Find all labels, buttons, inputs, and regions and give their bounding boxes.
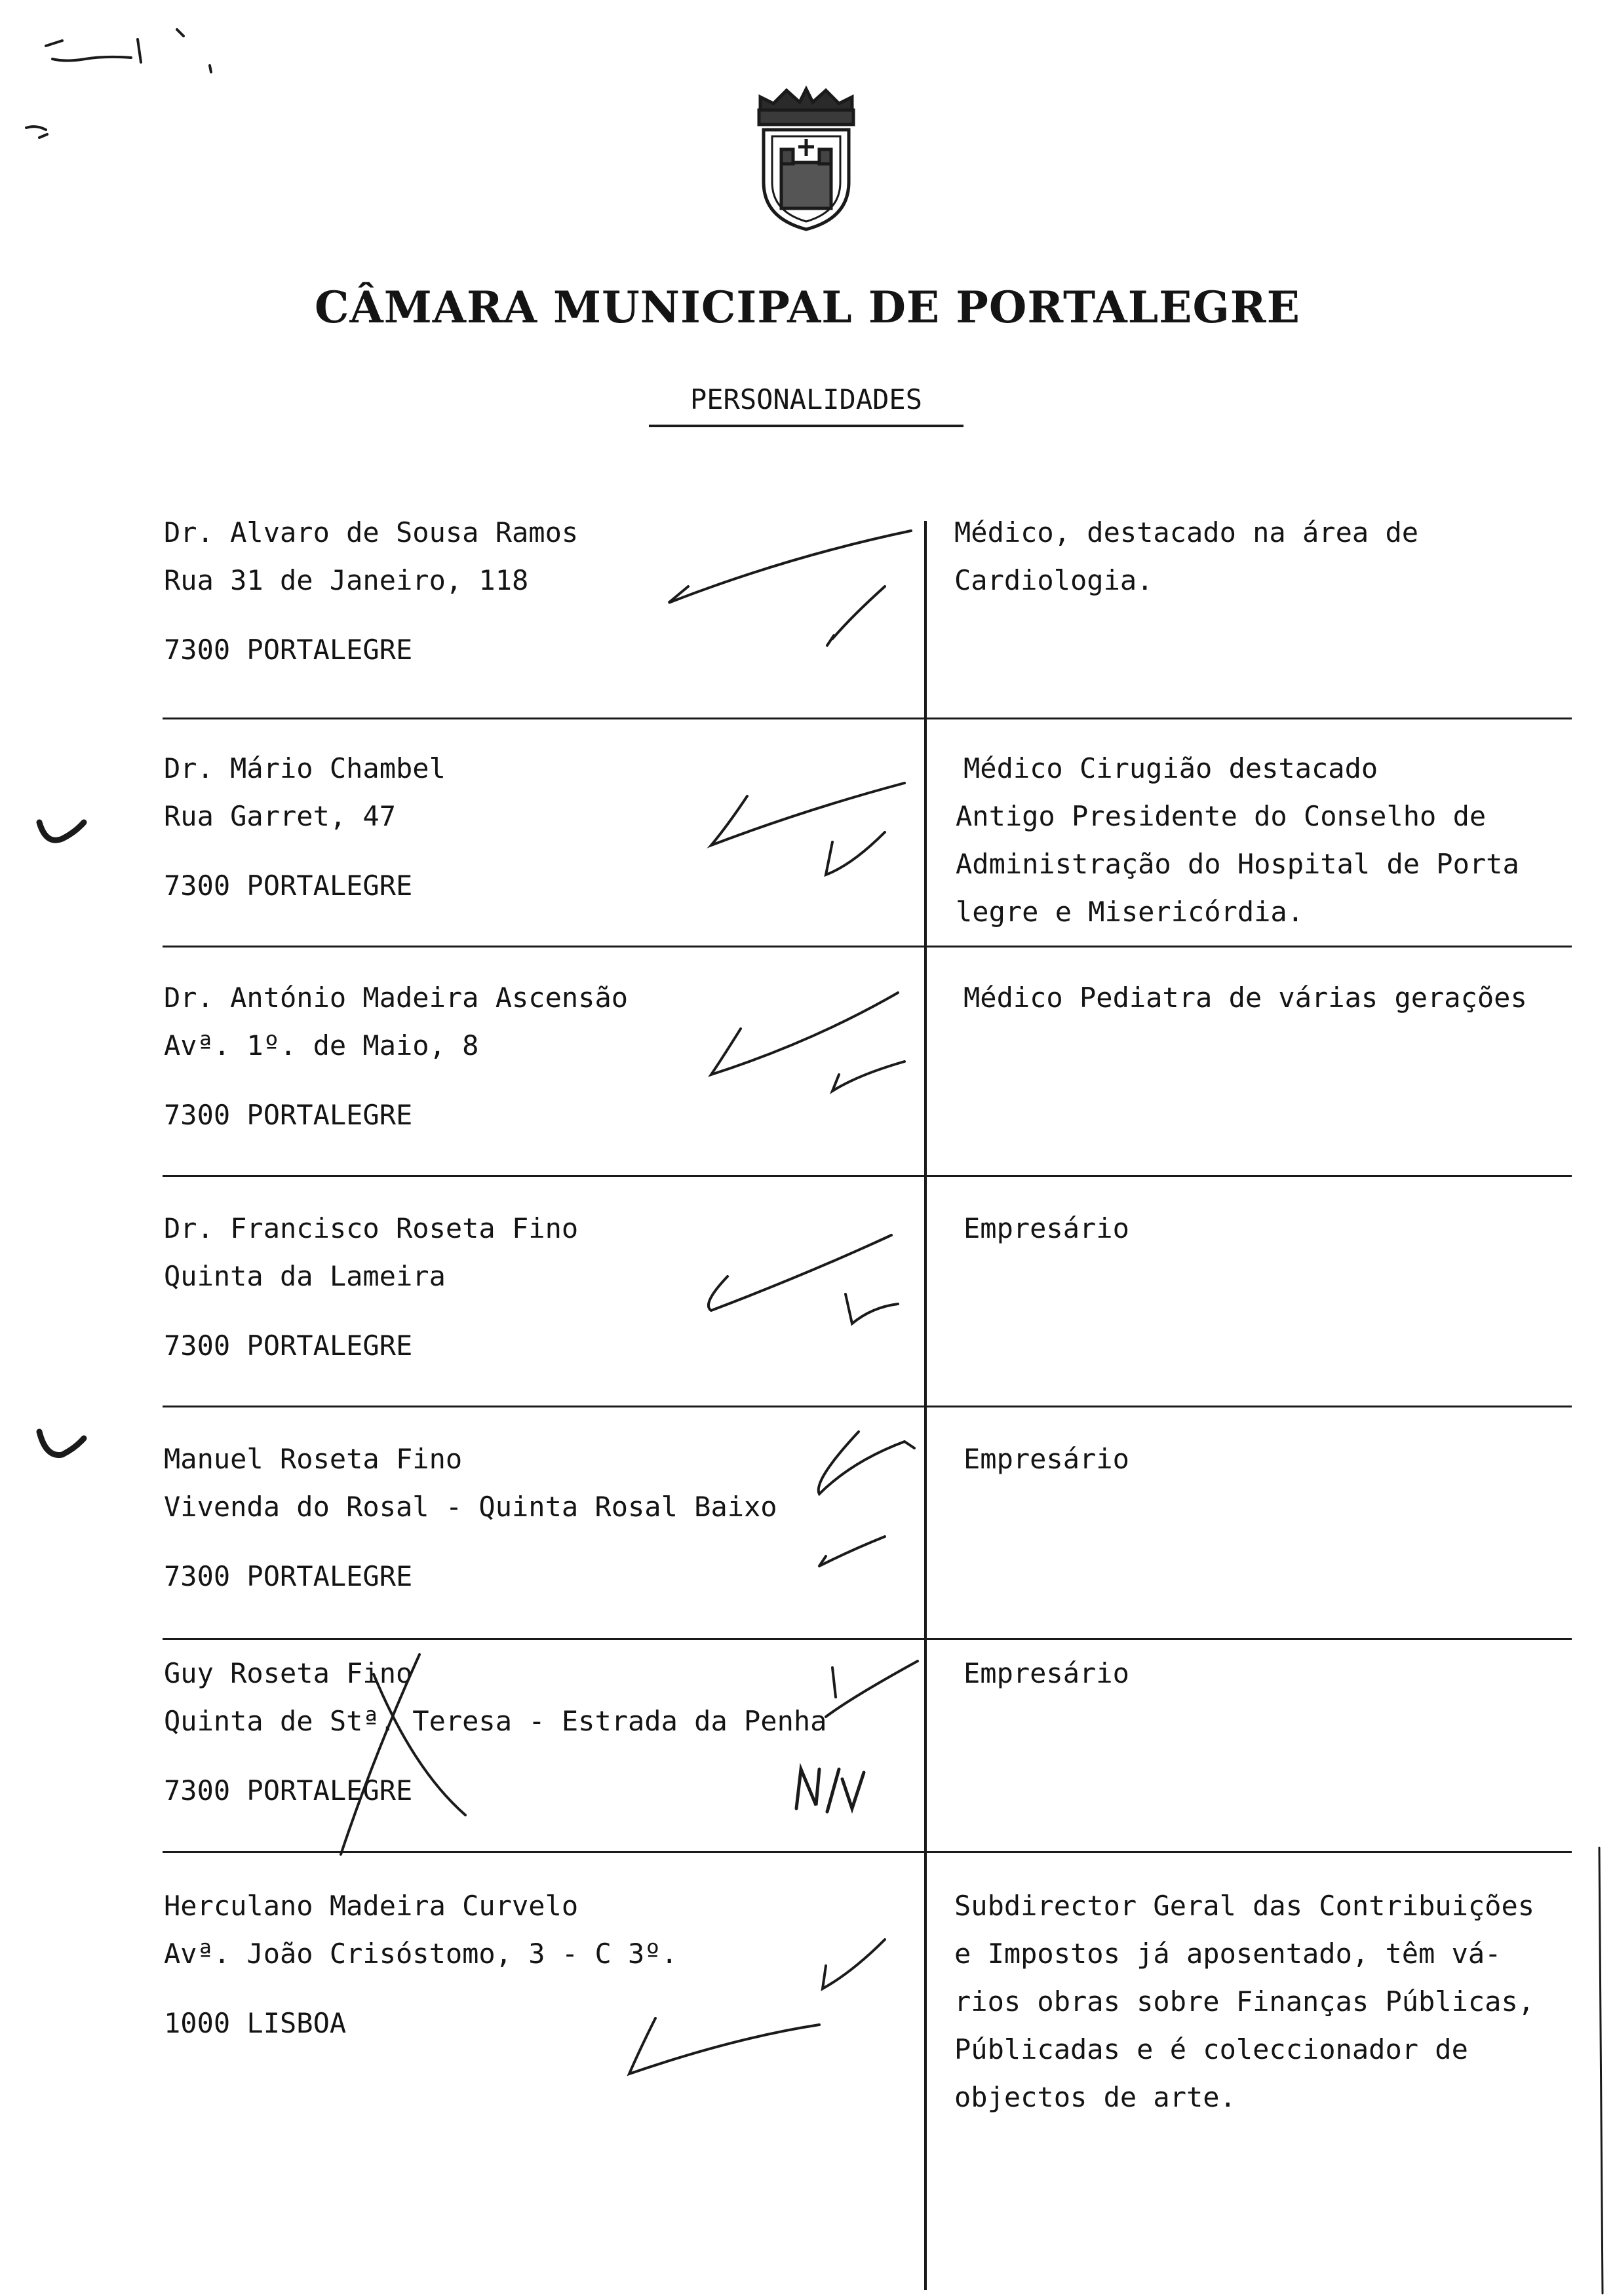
description-block — [963, 1435, 1566, 1483]
person-address: Rua Garret, 47 — [164, 800, 397, 832]
description-line: e Impostos já aposentado, têm vá- — [954, 1938, 1502, 1970]
row-divider — [163, 1851, 1572, 1853]
row-divider — [163, 946, 1572, 947]
person-name: Herculano Madeira Curvelo — [164, 1890, 579, 1922]
description-line: Empresário — [963, 1212, 1129, 1244]
description-line: Cardiologia. — [954, 564, 1154, 596]
person-city: 7300 PORTALEGRE — [164, 634, 413, 666]
description-line: objectos de arte. — [954, 2081, 1236, 2113]
description-block — [963, 1649, 1566, 1697]
contact-block — [164, 1204, 918, 1369]
contact-block — [164, 1435, 918, 1600]
description-block — [954, 1882, 1557, 2121]
person-name: Dr. António Madeira Ascensão — [164, 982, 629, 1014]
description-line: Públicadas e é coleccionador de — [954, 2033, 1468, 2065]
person-address: Quinta de Stª. Teresa - Estrada da Penha — [164, 1705, 827, 1737]
person-name: Guy Roseta Fino — [164, 1657, 413, 1689]
description-line: Administração do Hospital de Porta — [956, 848, 1519, 880]
person-city: 7300 PORTALEGRE — [164, 1330, 413, 1362]
person-city: 7300 PORTALEGRE — [164, 1560, 413, 1592]
person-name: Dr. Alvaro de Sousa Ramos — [164, 516, 579, 548]
description-line: rios obras sobre Finanças Públicas, — [954, 1985, 1535, 2018]
description-block — [963, 974, 1566, 1022]
contact-block — [164, 1649, 918, 1814]
description-line: Médico, destacado na área de — [954, 516, 1419, 548]
description-line: Empresário — [963, 1443, 1129, 1475]
description-line: legre e Misericórdia. — [956, 896, 1304, 928]
contact-block — [164, 744, 918, 909]
page-title: CÂMARA MUNICIPAL DE PORTALEGRE — [315, 282, 1300, 333]
person-city: 7300 PORTALEGRE — [164, 870, 413, 902]
municipal-crest-icon — [741, 84, 872, 235]
row-divider — [163, 718, 1572, 719]
description-block — [954, 508, 1557, 604]
person-address: Avª. 1º. de Maio, 8 — [164, 1029, 479, 1062]
person-name: Dr. Mário Chambel — [164, 752, 446, 784]
row-divider — [163, 1406, 1572, 1407]
person-name: Dr. Francisco Roseta Fino — [164, 1212, 579, 1244]
description-line: Médico Cirugião destacado — [963, 752, 1378, 784]
person-address: Avª. João Crisóstomo, 3 - C 3º. — [164, 1938, 678, 1970]
page-subtitle: PERSONALIDADES — [649, 383, 963, 427]
description-line: Subdirector Geral das Contribuições — [954, 1890, 1535, 1922]
contact-block — [164, 974, 918, 1139]
row-divider — [163, 1638, 1572, 1640]
row-divider — [163, 1175, 1572, 1177]
description-line: Médico Pediatra de várias gerações — [963, 982, 1527, 1014]
description-block — [963, 1204, 1566, 1252]
person-city: 7300 PORTALEGRE — [164, 1099, 413, 1131]
person-city: 1000 LISBOA — [164, 2007, 347, 2039]
person-address: Quinta da Lameira — [164, 1260, 446, 1292]
description-line: Empresário — [963, 1657, 1129, 1689]
contact-block — [164, 508, 918, 674]
description-line: Antigo Presidente do Conselho de — [956, 800, 1487, 832]
person-name: Manuel Roseta Fino — [164, 1443, 463, 1475]
contact-block — [164, 1882, 918, 2047]
person-address: Vivenda do Rosal - Quinta Rosal Baixo — [164, 1491, 777, 1523]
person-city: 7300 PORTALEGRE — [164, 1774, 413, 1807]
description-block — [956, 744, 1559, 936]
person-address: Rua 31 de Janeiro, 118 — [164, 564, 529, 596]
